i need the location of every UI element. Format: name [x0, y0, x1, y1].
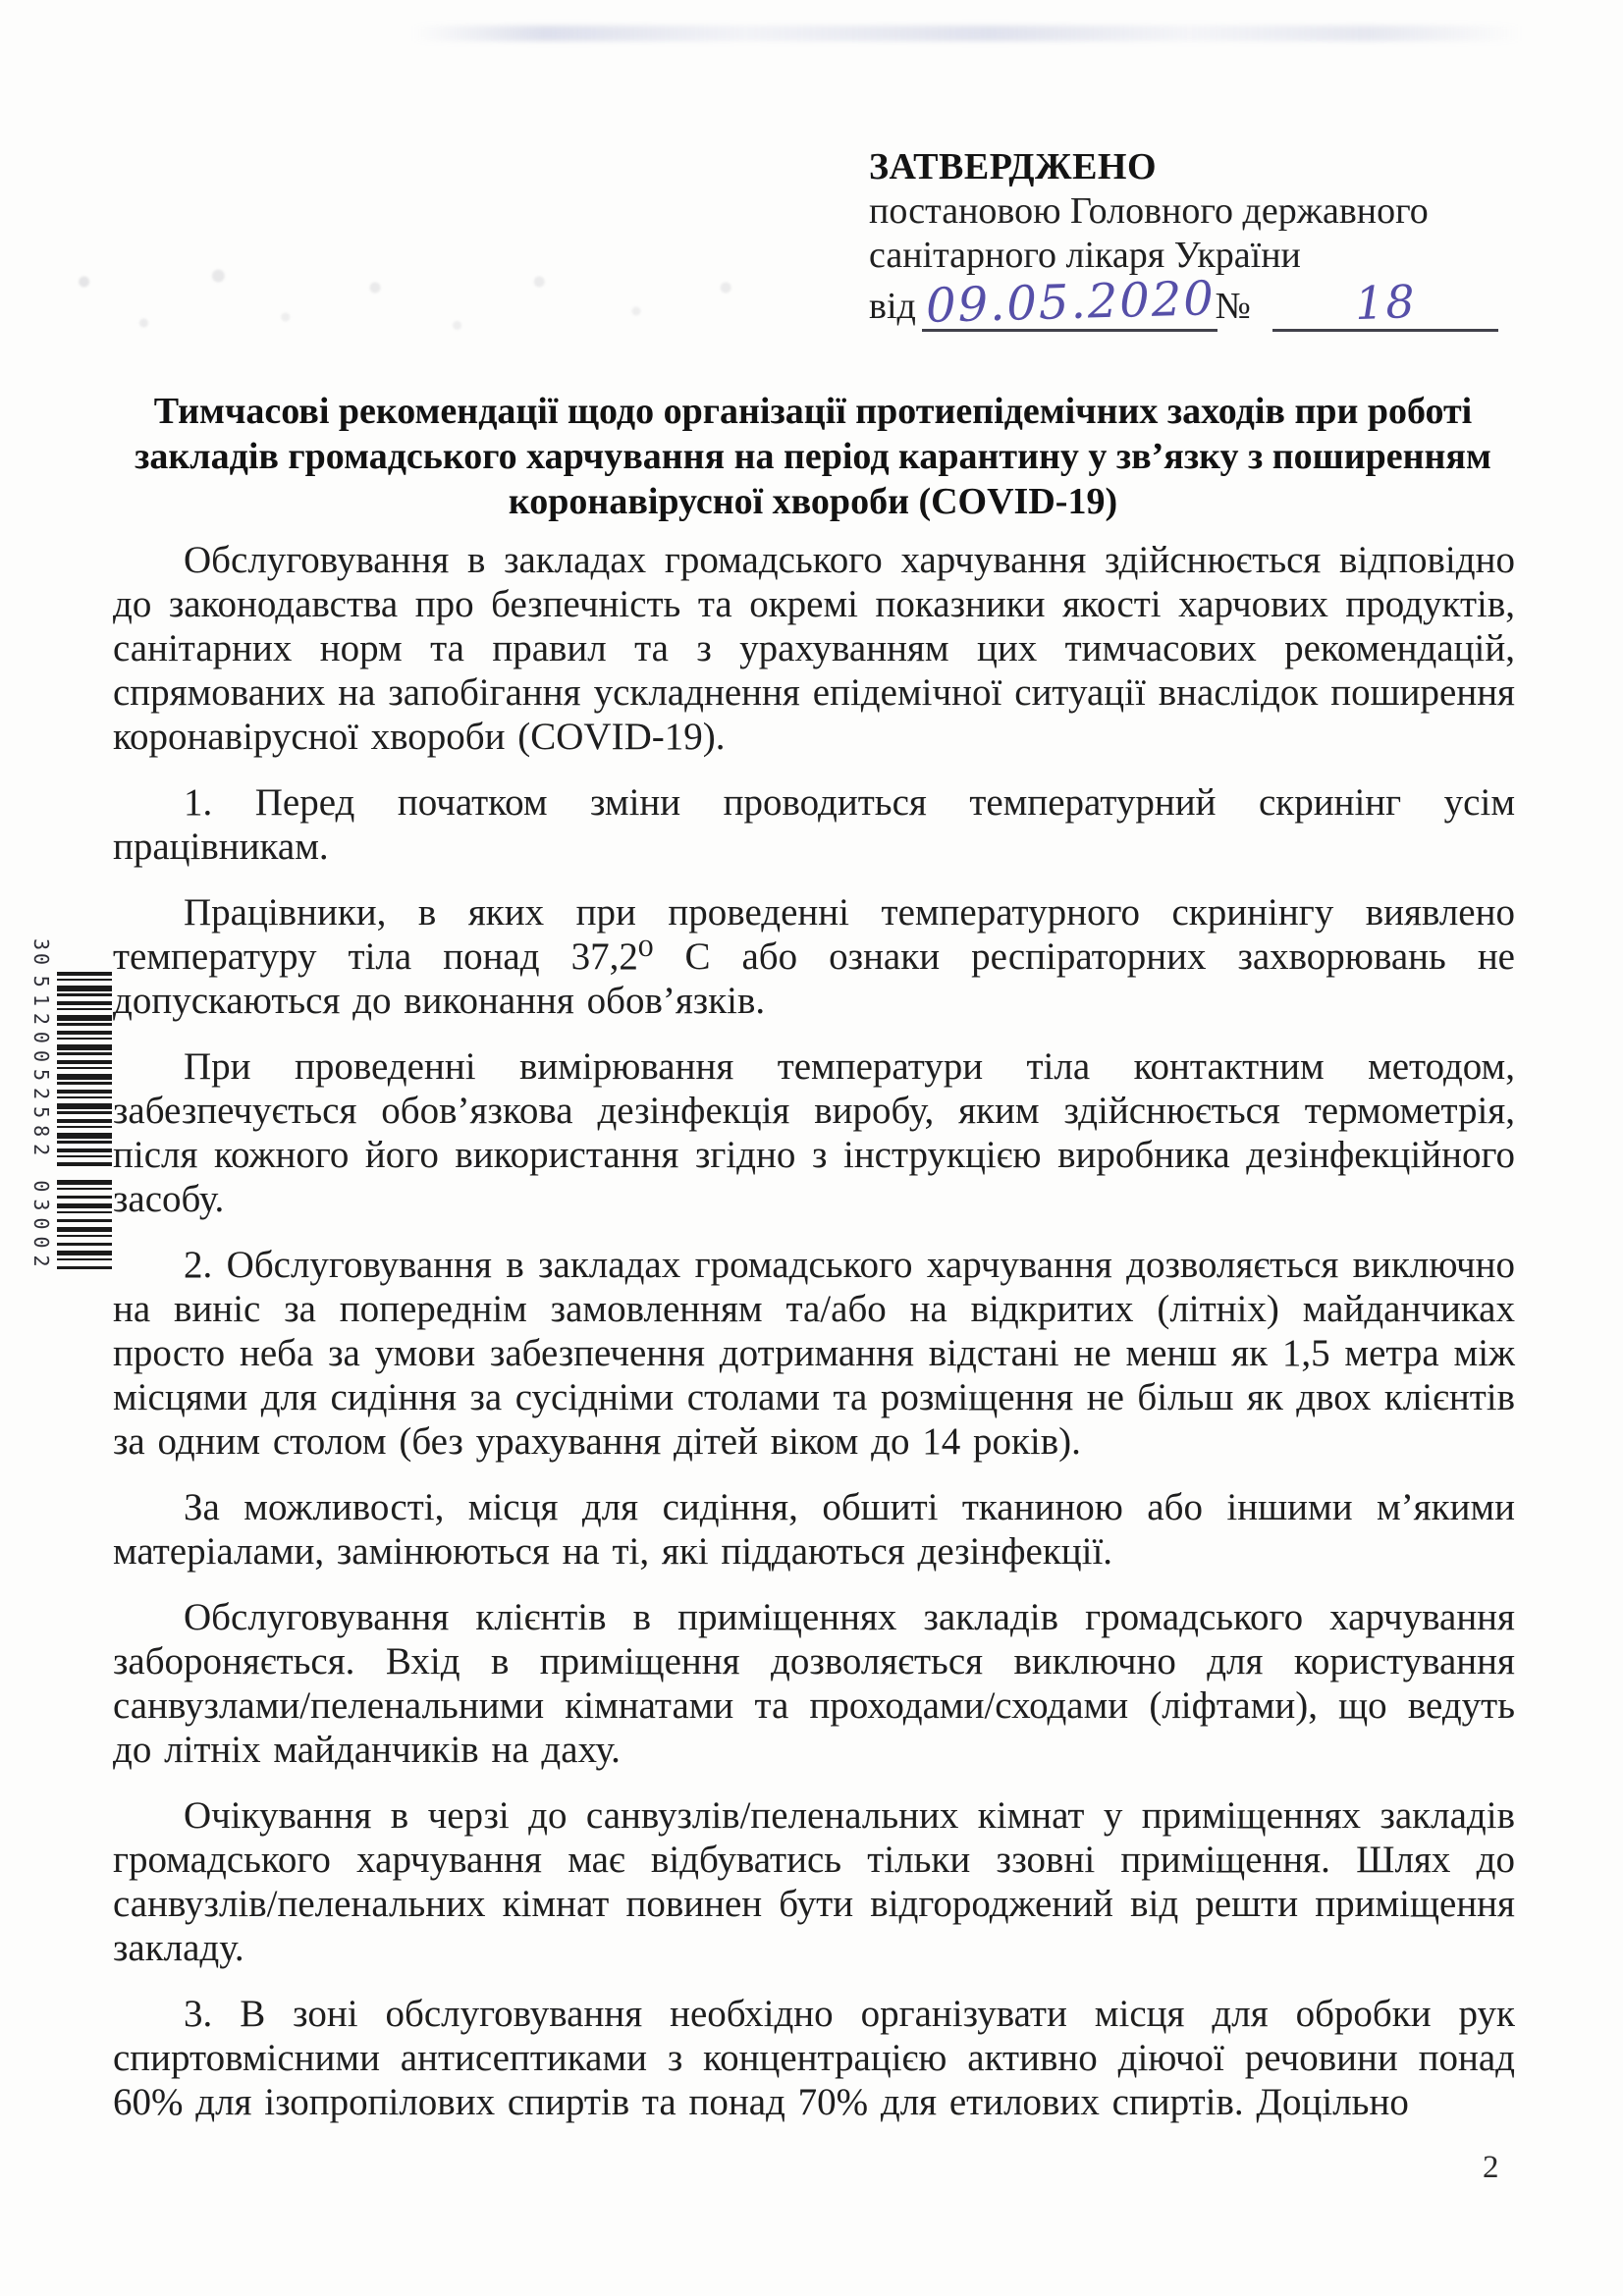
handwritten-number: 18 [1353, 274, 1418, 331]
barcode-bars-icon [57, 1180, 112, 1274]
barcode-rotated-body [26, 934, 112, 1278]
barcode-digits-group1: 5120052582 [29, 975, 53, 1163]
document-title: Тимчасові рекомендації щодо організації протиепідемічних заходів при роботі закладів громадського харчування на період карантину у зв’язку з поширенням коронавірусної хвороби (COVID-19) [135, 391, 1491, 522]
barcode-digits-prefix: 30 [29, 937, 53, 969]
barcode-spacer [57, 934, 112, 972]
paragraph-item-2: 2. Обслуговування в закладах громадського харчування дозволяється виключно на виніс за попереднім замовленням та/або на відкритих (літніх) майданчиках просто неба за умови забезпечення дотримання відстані не менш як 1,5 метра між місцями для сидіння за сусідніми столами та розміщення не більш як двох клієнтів за одним столом (без урахування дітей віком до 14 років). [113, 1244, 1515, 1463]
paragraph-disinfection-rule: При проведенні вимірювання температури тіла контактним методом, забезпечується обов’язкова дезінфекція виробу, яким здійснюється термометрія, після кожного його використання згідно з інструкцією виробника дезінфекційного засобу. [113, 1045, 1515, 1220]
number-underline [1272, 274, 1498, 332]
paragraph-indoor-service-rule: Обслуговування клієнтів в приміщеннях закладів громадського харчування забороняється. Вхід в приміщення дозволяється виключно для користування санвузлами/пеленальними кімнатами та проходами/сходами (ліфтами), що ведуть до літніх майданчиків на даху. [113, 1596, 1515, 1771]
barcode-digits-gap [29, 1166, 53, 1180]
barcode-digits-group2: 03002 [29, 1180, 53, 1274]
approval-authority-line-1: постановою Головного державного [869, 190, 1429, 232]
approval-authority-line-2: санітарного лікаря України [869, 235, 1301, 276]
approval-block [869, 145, 1537, 332]
paragraph-seating-rule: За можливості, місця для сидіння, обшиті тканиною або іншими м’якими матеріалами, замінюються на ті, які піддаються дезінфекції. [113, 1486, 1515, 1573]
scan-artifact-speckles [39, 240, 785, 358]
barcode-bars-row [57, 934, 112, 1278]
date-underline [922, 271, 1217, 334]
scan-artifact-top [412, 26, 1522, 41]
approval-date-line [869, 271, 1537, 334]
paragraph-temperature-rule: Працівники, в яких при проведенні температурного скринінгу виявлено температуру тіла понад 37,2⁰ С або ознаки респіраторних захворювань не допускаються до виконання обов’язків. [113, 891, 1515, 1022]
barcode-digits-row [29, 934, 53, 1278]
paragraph-queue-rule: Очікування в черзі до санвузлів/пеленальних кімнат у приміщеннях закладів громадського харчування має відбуватись тільки ззовні приміщення. Шлях до санвузлів/пеленальних кімнат повинен бути відгороджений від решти приміщення закладу. [113, 1794, 1515, 1969]
document-body [113, 538, 1515, 2146]
date-from-label: від [869, 286, 916, 327]
barcode-bars-icon [57, 972, 112, 1166]
paragraph-intro: Обслуговування в закладах громадського харчування здійснюється відповідно до законодавства про безпечність та окремі показники якості харчових продуктів, санітарних норм та правил та з урахуванням цих тимчасових рекомендацій, спрямованих на запобігання ускладнення епідемічної ситуації внаслідок поширення коронавірусної хвороби (COVID-19). [113, 539, 1515, 758]
number-sign-label: № [1215, 286, 1251, 327]
handwritten-date: 09.05.2020 [925, 271, 1217, 334]
barcode-gap [57, 1166, 112, 1180]
registration-barcode [26, 934, 112, 1278]
paragraph-item-3: 3. В зоні обслуговування необхідно організувати місця для обробки рук спиртовмісними антисептиками з концентрацією активно діючої речовини понад 60% для ізопропілових спиртів та понад 70% для етилових спиртів. Доцільно [113, 1993, 1515, 2123]
paragraph-item-1: 1. Перед початком зміни проводиться температурний скринінг усім працівникам. [113, 781, 1515, 868]
page-number: 2 [1483, 2150, 1499, 2185]
approved-heading: ЗАТВЕРДЖЕНО [869, 146, 1158, 187]
